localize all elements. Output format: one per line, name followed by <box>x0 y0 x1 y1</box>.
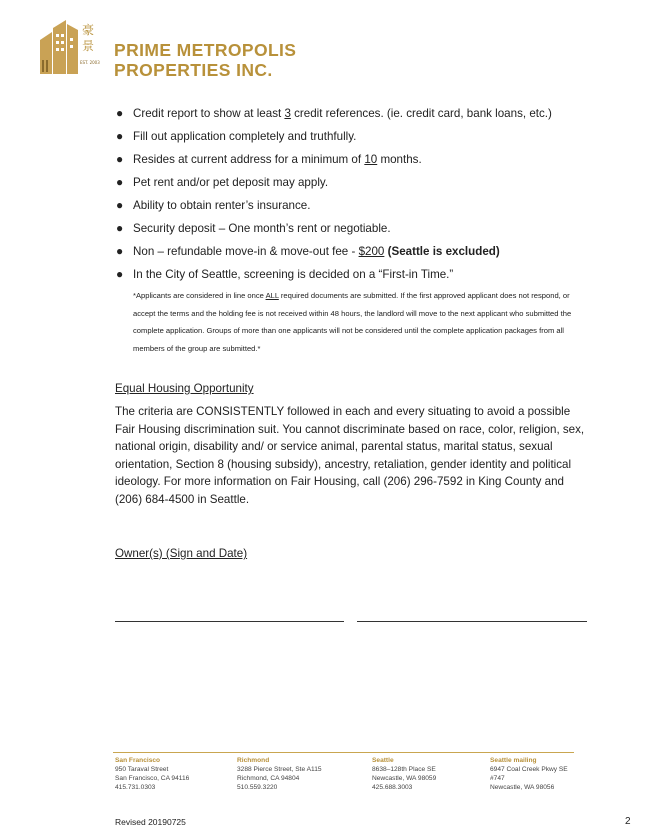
requirement-text: Security deposit – One month’s rent or negotiable. <box>133 222 391 235</box>
office-address-line: Richmond, CA 94804 <box>237 774 300 782</box>
logo-line-2: PROPERTIES INC. <box>114 60 273 80</box>
footer-divider <box>113 752 574 753</box>
requirement-item <box>113 171 593 194</box>
office-address-line: San Francisco, CA 94116 <box>115 774 190 782</box>
requirements-list <box>113 102 593 286</box>
office-san-francisco <box>115 757 189 793</box>
logo-wordmark <box>114 40 296 80</box>
office-phone: 510.559.3220 <box>237 783 278 791</box>
logo-line-1: PRIME METROPOLIS <box>114 40 297 60</box>
bullet-icon: ● <box>116 129 124 143</box>
requirement-item <box>113 148 593 171</box>
requirement-text: Resides at current address for a minimum of <box>133 153 365 166</box>
logo-chinese-2: 景 <box>82 39 95 53</box>
requirement-emphasis: 10 <box>364 153 378 166</box>
note-text-end: required documents are submitted. If the first approved applicant does not respond, or accept the terms and the holding fee is not received within 48 hours, the landlord will move to the next applicant who submitted the complete application. Groups of more than one applicants will not be considered until the complete application packages from all members of the group are submitted.* <box>133 291 572 353</box>
note-text-start: *Applicants are considered in line once <box>133 291 266 300</box>
requirement-text: Pet rent and/or pet deposit may apply. <box>133 176 329 189</box>
requirement-item <box>113 125 593 148</box>
signature-line-1[interactable] <box>115 621 344 622</box>
requirement-text: Fill out application completely and truthfully. <box>133 130 357 143</box>
bullet-icon: ● <box>116 267 124 281</box>
requirement-emphasis: $200 <box>358 245 385 258</box>
company-logo <box>34 14 297 84</box>
page-number: 2 <box>625 816 631 827</box>
office-address-line: Newcastle, WA 98059 <box>372 774 437 782</box>
office-phone: 425.688.3003 <box>372 783 413 791</box>
office-address-line: #747 <box>490 774 505 782</box>
requirement-text: Ability to obtain renter’s insurance. <box>133 199 311 212</box>
building-logo-icon <box>34 14 106 78</box>
requirement-item <box>113 217 593 240</box>
requirement-item <box>113 194 593 217</box>
office-seattle-mailing <box>490 757 568 793</box>
requirement-text: Non – refundable move-in & move-out fee - <box>133 245 359 258</box>
requirement-text: Credit report to show at least <box>133 107 285 120</box>
office-richmond <box>237 757 322 793</box>
office-address-line: Newcastle, WA 98056 <box>490 783 555 791</box>
office-city: Seattle <box>372 757 394 764</box>
bullet-icon: ● <box>116 198 124 212</box>
signature-line-2[interactable] <box>357 621 587 622</box>
revision-date: Revised 20190725 <box>115 817 186 827</box>
office-phone: 415.731.0303 <box>115 783 156 791</box>
logo-chinese-1: 豪 <box>82 23 95 37</box>
office-city: Richmond <box>237 757 270 764</box>
requirement-text-end: months. <box>377 153 422 166</box>
requirement-item <box>113 240 593 263</box>
bullet-icon: ● <box>116 106 124 120</box>
requirement-item <box>113 102 593 125</box>
office-address-line: 3288 Pierce Street, Ste A115 <box>237 765 322 773</box>
equal-housing-heading: Equal Housing Opportunity <box>115 382 254 395</box>
office-seattle <box>372 757 436 793</box>
bullet-icon: ● <box>116 152 124 166</box>
requirement-emphasis: 3 <box>284 107 291 120</box>
requirement-bold-note: (Seattle is excluded) <box>387 245 500 258</box>
note-text-emphasis: ALL <box>265 291 279 300</box>
first-in-time-note <box>133 287 573 357</box>
office-address-line: 8638–128th Place SE <box>372 765 436 773</box>
requirement-text: In the City of Seattle, screening is decided on a “First-in Time.” <box>133 268 454 281</box>
bullet-icon: ● <box>116 221 124 235</box>
equal-housing-paragraph: The criteria are CONSISTENTLY followed in each and every situating to avoid a possible Fair Housing discrimination suit. You cannot discriminate based on race, color, religion, sex, national origin, disability and/ or service animal, parental status, marital status, sexual orientation, Section 8 (housing subsidy), ancestry, retaliation, gender identity and political ideology. For more information on Fair Housing, call (206) 296-7592 in King County and (206) 684-4500 in Seattle. <box>115 405 585 506</box>
bullet-icon: ● <box>116 244 124 258</box>
requirement-item <box>113 263 593 286</box>
bullet-icon: ● <box>116 175 124 189</box>
office-address-line: 6947 Coal Creek Pkwy SE <box>490 765 568 773</box>
office-address-line: 950 Taraval Street <box>115 765 169 773</box>
office-city: San Francisco <box>115 757 161 764</box>
requirement-text-end: credit references. (ie. credit card, bank loans, etc.) <box>290 107 552 120</box>
logo-established: EST. 2003 <box>80 60 100 65</box>
owner-signature-heading: Owner(s) (Sign and Date) <box>115 547 248 560</box>
office-city: Seattle mailing <box>490 757 537 764</box>
